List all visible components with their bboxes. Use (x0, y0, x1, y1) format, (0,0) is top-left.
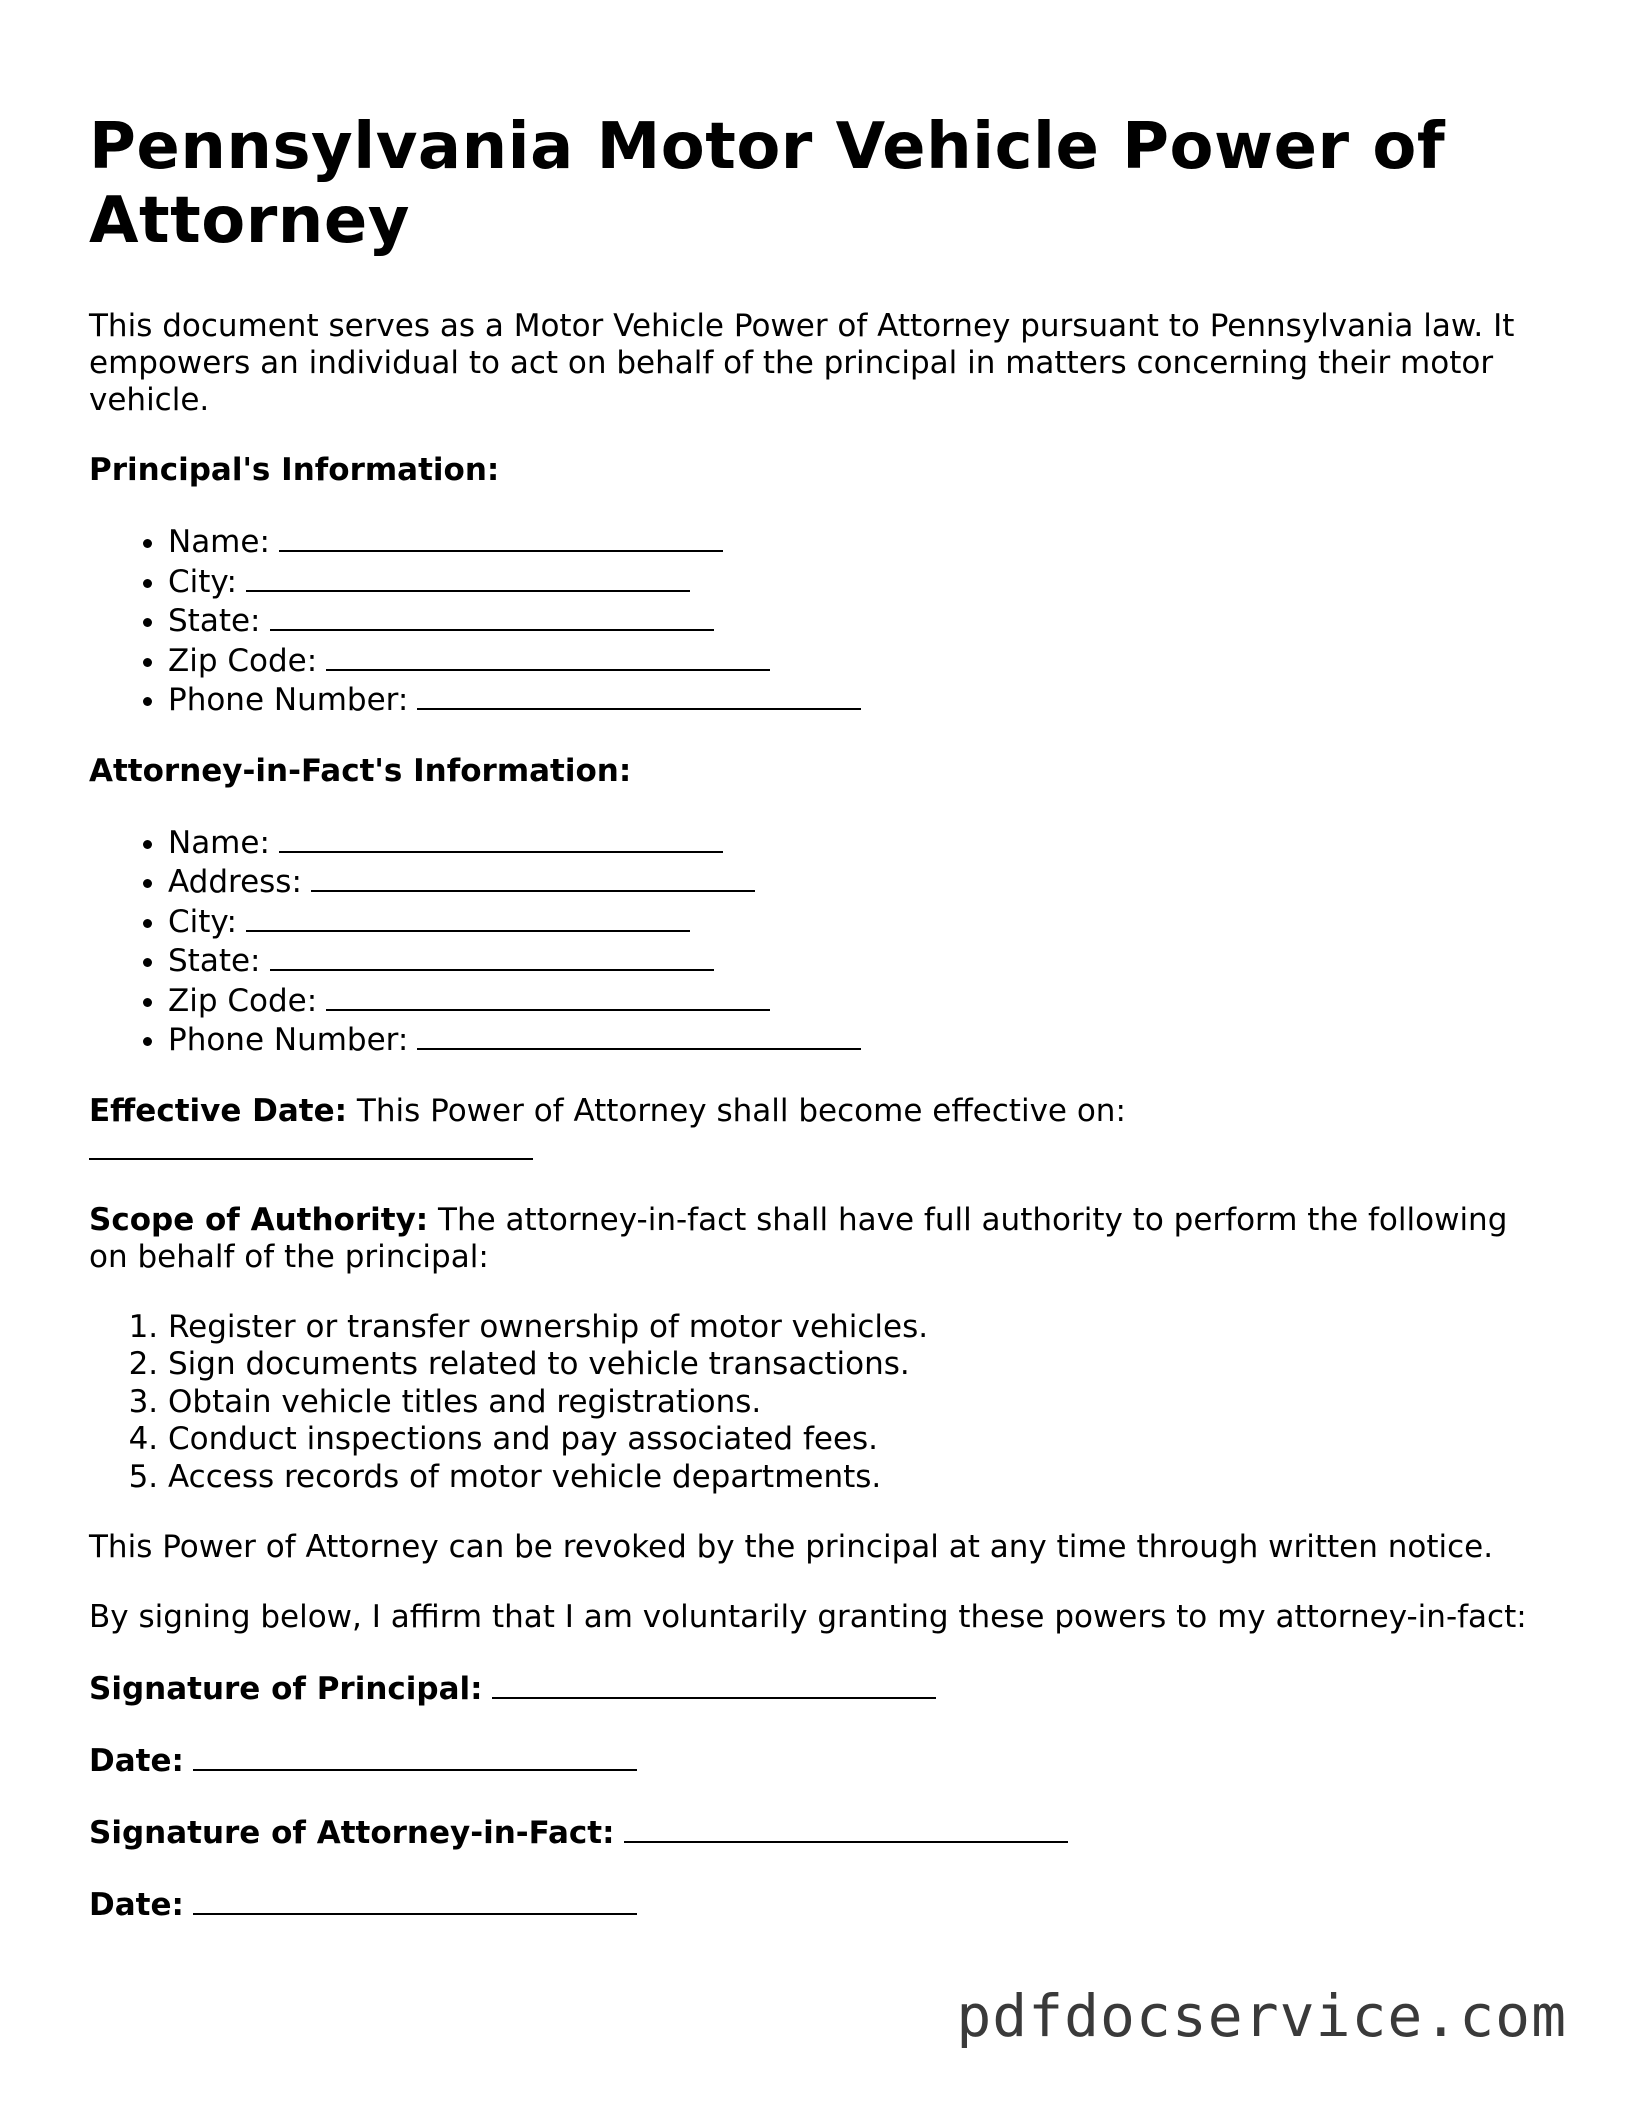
state-blank[interactable] (270, 601, 714, 631)
list-item (168, 522, 1539, 562)
field-label: Phone Number: (168, 682, 409, 718)
scope-label: Scope of Authority: (89, 1201, 429, 1238)
scope-items-list (89, 1309, 1539, 1497)
city-blank[interactable] (246, 562, 690, 592)
principal-signature-label: Signature of Principal: (89, 1671, 483, 1707)
list-item (168, 941, 1539, 981)
field-label: State: (168, 603, 261, 639)
phone-number-blank[interactable] (417, 680, 861, 710)
affirmation-paragraph: By signing below, I affirm that I am voluntarily granting these powers to my attorney-in-fact: (89, 1599, 1527, 1635)
principal-heading: Principal's Information: (89, 452, 500, 488)
effective-date-label: Effective Date: (89, 1092, 348, 1129)
list-item: 2. Sign documents related to vehicle transactions. (168, 1346, 1539, 1384)
list-item (168, 823, 1539, 863)
phone-number-blank[interactable] (417, 1020, 861, 1050)
intro-paragraph: This document serves as a Motor Vehicle Power of Attorney pursuant to Pennsylvania law. It empowers an individual to act on behalf of the principal in matters concerning their motor vehicle. (89, 308, 1515, 418)
watermark-logo: pdfdocservice.com (956, 1982, 1567, 2050)
state-blank[interactable] (270, 941, 714, 971)
list-item: 4. Conduct inspections and pay associated fees. (168, 1421, 1539, 1459)
revocation-paragraph: This Power of Attorney can be revoked by the principal at any time through written notice. (89, 1529, 1494, 1565)
attorney-signature-blank[interactable] (624, 1813, 1068, 1843)
scope-paragraph (89, 1202, 1539, 1276)
list-item (168, 862, 1539, 902)
list-item: 3. Obtain vehicle titles and registrations. (168, 1384, 1539, 1422)
attorney-heading: Attorney-in-Fact's Information: (89, 752, 632, 789)
principal-fields-list (89, 522, 1539, 720)
attorney-date-blank[interactable] (193, 1885, 637, 1915)
name-blank[interactable] (279, 522, 723, 552)
principal-date-line (89, 1741, 1539, 1780)
field-label: Address: (168, 864, 302, 900)
list-item (168, 562, 1539, 602)
list-item (168, 902, 1539, 942)
attorney-signature-line (89, 1813, 1539, 1852)
list-item: 1. Register or transfer ownership of motor vehicles. (168, 1309, 1539, 1347)
list-item: 5. Access records of motor vehicle departments. (168, 1459, 1539, 1497)
document-page (89, 110, 1539, 1957)
list-item (168, 981, 1539, 1021)
effective-date-text: This Power of Attorney shall become effective on: (356, 1092, 1126, 1129)
zip-code-blank[interactable] (326, 981, 770, 1011)
field-label: State: (168, 943, 261, 979)
list-item (168, 601, 1539, 641)
field-label: Name: (168, 824, 270, 861)
attorney-signature-label: Signature of Attorney-in-Fact: (89, 1815, 615, 1851)
field-label: Zip Code: (168, 642, 318, 679)
principal-date-blank[interactable] (193, 1741, 637, 1771)
principal-signature-line (89, 1669, 1539, 1708)
document-title: Pennsylvania Motor Vehicle Power of Attorney (89, 110, 1446, 258)
field-label: Phone Number: (168, 1022, 409, 1058)
attorney-date-label: Date: (89, 1887, 184, 1923)
effective-date-blank[interactable] (89, 1130, 533, 1160)
field-label: Name: (168, 524, 270, 560)
attorney-fields-list (89, 823, 1539, 1060)
field-label: City: (168, 903, 237, 940)
effective-date-paragraph (89, 1093, 1539, 1169)
attorney-date-line (89, 1885, 1539, 1924)
field-label: City: (168, 563, 237, 600)
scope-text: The attorney-in-fact shall have full authority to perform the following on behalf of the principal: (89, 1201, 1508, 1275)
city-blank[interactable] (246, 902, 690, 932)
principal-date-label: Date: (89, 1743, 184, 1779)
principal-signature-blank[interactable] (492, 1669, 936, 1699)
list-item (168, 680, 1539, 720)
list-item (168, 641, 1539, 681)
field-label: Zip Code: (168, 982, 318, 1019)
zip-code-blank[interactable] (326, 641, 770, 671)
name-blank[interactable] (279, 823, 723, 853)
list-item (168, 1020, 1539, 1060)
address-blank[interactable] (311, 862, 755, 892)
